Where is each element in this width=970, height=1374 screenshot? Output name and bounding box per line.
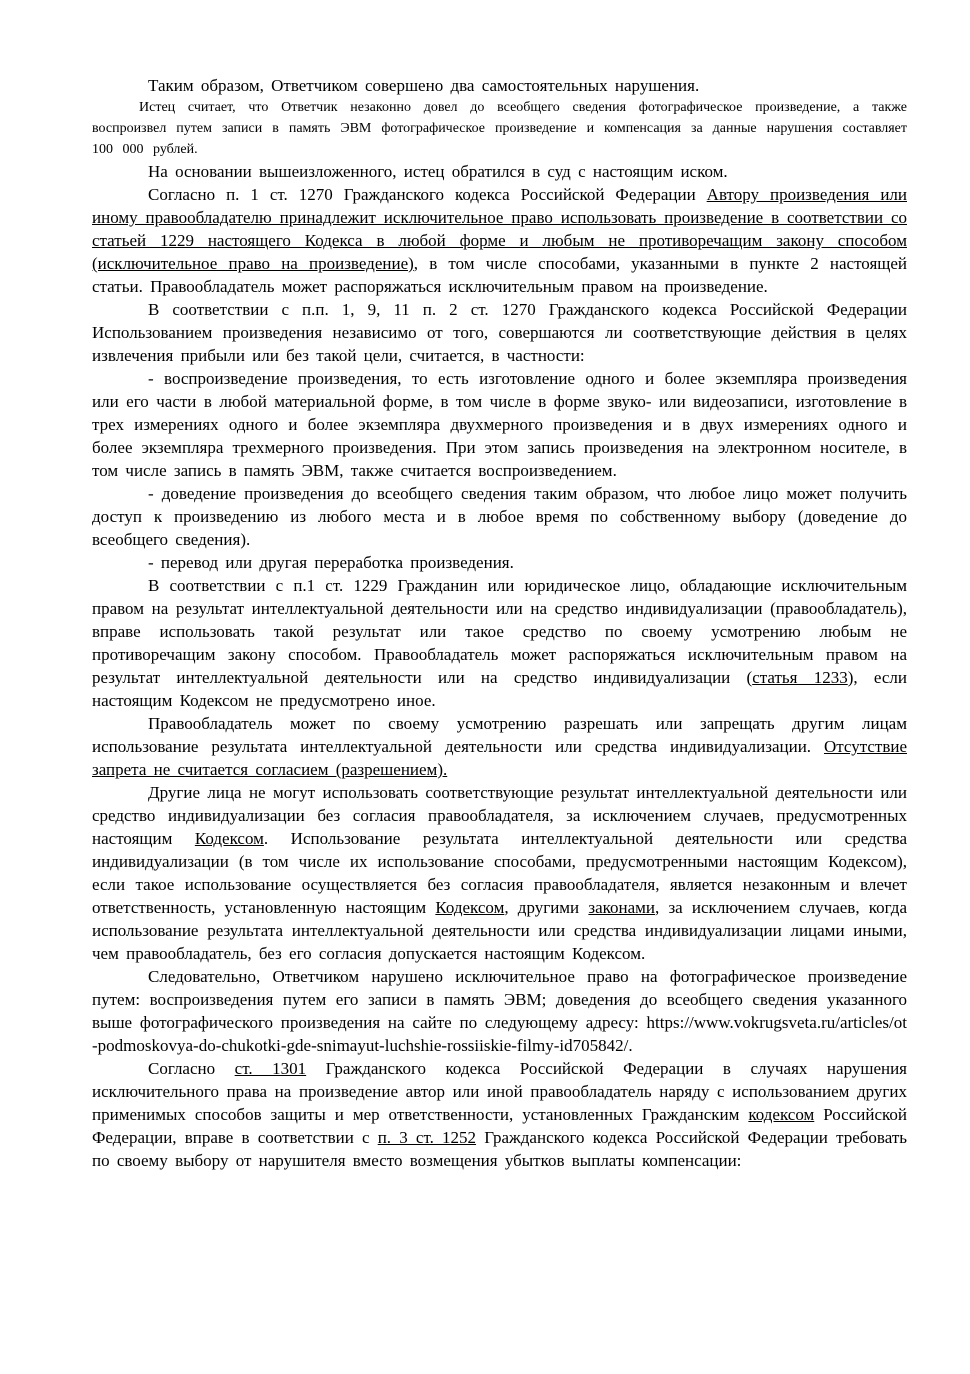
text-run: , в том числе способами, указанными в пункте 2 настоящей статьи. Правообладатель может распоряжаться исключительным правом на произведение. [92, 254, 908, 296]
text-run: Другие лица не могут использовать соответствующие результат интеллектуальной деятельности или средство индивидуализации без согласия правообладателя, за исключением случаев, предусмотренных настоящим [92, 783, 907, 848]
paragraph [92, 712, 907, 781]
underlined-text-run: кодексом [748, 1105, 815, 1124]
paragraph [92, 574, 907, 712]
text-run: . Использование результата интеллектуальной деятельности или средства индивидуализации (в том числе их использование способами, предусмотренными настоящим Кодексом), если такое использование осуществляется без согласия правообладателя, является незаконным и влечет ответственность, установленную настоящим [92, 829, 907, 917]
text-run: , другими [504, 898, 589, 917]
text-run: В соответствии с п.п. 1, 9, 11 п. 2 ст. 1270 Гражданского кодекса Российской Федерации Использованием произведения независимо от того, совершаются ли соответствующие действия в целях извлечения прибыли или без такой цели, считается, в частности: [92, 300, 907, 365]
text-run: ), если настоящим Кодексом не предусмотрено иное. [92, 668, 907, 710]
paragraph [92, 74, 907, 97]
paragraph [92, 482, 907, 551]
text-run: Гражданского кодекса Российской Федерации требовать по своему выбору от нарушителя вместо возмещения убытков выплаты компенсации: [92, 1128, 907, 1170]
paragraph [92, 160, 907, 183]
paragraph [92, 965, 907, 1057]
underlined-text-run: Автору произведения или иному правообладателю принадлежит исключительное право использовать произведение в соответствии со статьей 1229 настоящего Кодекса в любой форме и любым не противоречащим закону способом (исключительное право на произведение) [92, 185, 907, 273]
url-text: https://www.vokrugsveta.ru/articles/ot-podmoskovya-do-chukotki-gde-snimayut-luchshie-rossiiskie-filmy-id705842/. [92, 1013, 907, 1055]
text-run: Гражданского кодекса Российской Федерации в случаях нарушения исключительного права на произведение автор или иной правообладатель наряду с использованием других применимых способов защиты и мер ответственности, установленных Гражданским [92, 1059, 908, 1124]
underlined-text-run: Кодексом [194, 829, 264, 848]
text-run: Российской Федерации, вправе в соответствии с [92, 1105, 908, 1147]
text-run: Истец считает, что Ответчик незаконно довел до всеобщего сведения фотографическое произведение, а также воспроизвел путем записи в память ЭВМ фотографическое произведение и компенсация за данные нарушения составляет 100 000 рублей. [92, 100, 907, 157]
text-run: Правообладатель может по своему усмотрению разрешать или запрещать другим лицам использование результата интеллектуальной деятельности или средства индивидуализации. [92, 714, 907, 756]
paragraph [92, 781, 907, 965]
underlined-text-run: ст. 1301 [234, 1059, 307, 1078]
underlined-text-run: законами [588, 898, 656, 917]
text-run: - воспроизведение произведения, то есть изготовление одного и более экземпляра произведения или его части в любой материальной форме, в том числе в форме звуко- или видеозаписи, изготовление в трех измерениях одного и более экземпляра двухмерного произведения и в двух измерениях одного и более экземпляра трехмерного произведения. При этом запись произведения на электронном носителе, в том числе запись в память ЭВМ, также считается воспроизведением. [92, 369, 907, 480]
paragraph [92, 298, 907, 367]
text-run: - перевод или другая переработка произведения. [148, 553, 514, 572]
text-run: Следовательно, Ответчиком нарушено исключительное право на фотографическое произведение путем: воспроизведения путем его записи в память ЭВМ; доведения до всеобщего сведения указанного выше фотографического произведения на сайте по следующему адресу: [92, 967, 907, 1032]
text-run: Согласно [148, 1059, 235, 1078]
text-run: Таким образом, Ответчиком совершено два самостоятельных нарушения. [148, 76, 700, 95]
paragraph [92, 183, 907, 298]
underlined-text-run: Отсутствие запрета не считается согласием (разрешением). [92, 737, 907, 779]
paragraph [92, 1057, 907, 1172]
text-run: На основании вышеизложенного, истец обратился в суд с настоящим иском. [148, 162, 728, 181]
underlined-text-run: п. 3 ст. 1252 [377, 1128, 477, 1147]
text-run: , за исключением случаев, когда использование результата интеллектуальной деятельности или средства индивидуализации лицами иными, чем правообладатель, без его согласия допускается настоящим Кодексом. [92, 898, 907, 963]
underlined-text-run: Кодексом [435, 898, 505, 917]
underlined-text-run: статья 1233 [752, 668, 848, 687]
text-run: В соответствии с п.1 ст. 1229 Гражданин или юридическое лицо, обладающие исключительным правом на результат интеллектуальной деятельности или на средство индивидуализации (правообладатель), вправе использовать такой результат или такое средство по своему усмотрению любым не противоречащим закону способом. Правообладатель может распоряжаться исключительным правом на результат интеллектуальной деятельности или на средство индивидуализации ( [92, 576, 907, 687]
paragraph [92, 97, 907, 160]
text-run: - доведение произведения до всеобщего сведения таким образом, что любое лицо может получить доступ к произведению из любого места и в любое время по собственному выбору (доведение до всеобщего сведения). [92, 484, 907, 549]
paragraph [92, 551, 907, 574]
text-run: Согласно п. 1 ст. 1270 Гражданского кодекса Российской Федерации [148, 185, 707, 204]
paragraph [92, 367, 907, 482]
